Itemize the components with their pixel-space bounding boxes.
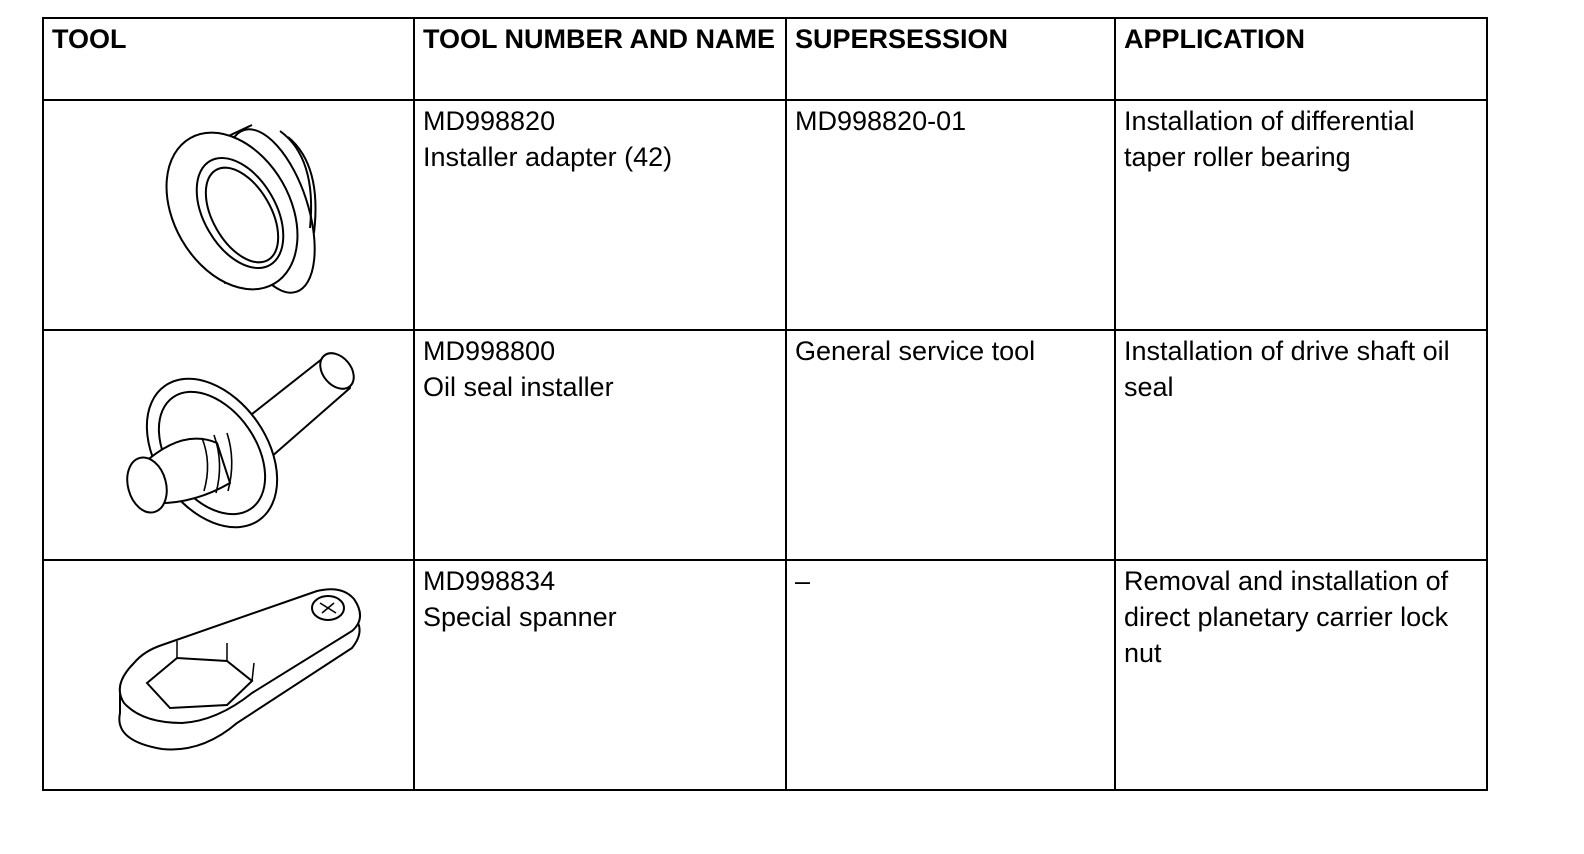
tool-number: MD998800 bbox=[423, 336, 556, 366]
tool-number-name-cell bbox=[414, 100, 786, 330]
application-cell: Removal and installation of direct planetary carrier lock nut bbox=[1115, 560, 1487, 790]
special-spanner-icon bbox=[52, 563, 422, 789]
special-tools-table bbox=[42, 17, 1488, 791]
supersession-cell: General service tool bbox=[786, 330, 1115, 560]
tool-number-name-cell bbox=[414, 330, 786, 560]
tool-number-name-cell bbox=[414, 560, 786, 790]
installer-adapter-icon bbox=[52, 103, 422, 329]
header-tool-number-and-name: TOOL NUMBER AND NAME bbox=[414, 18, 786, 100]
header-supersession: SUPERSESSION bbox=[786, 18, 1115, 100]
tool-name: Installer adapter (42) bbox=[423, 142, 673, 172]
header-tool: TOOL bbox=[43, 18, 414, 100]
tool-image-cell bbox=[43, 330, 414, 560]
header-row bbox=[43, 18, 1487, 100]
tool-name: Special spanner bbox=[423, 602, 617, 632]
table-row bbox=[43, 560, 1487, 790]
supersession-cell: – bbox=[786, 560, 1115, 790]
supersession-cell: MD998820-01 bbox=[786, 100, 1115, 330]
application-cell: Installation of differential taper roller bearing bbox=[1115, 100, 1487, 330]
tool-name: Oil seal installer bbox=[423, 372, 614, 402]
tool-number: MD998820 bbox=[423, 106, 556, 136]
tool-image-cell bbox=[43, 560, 414, 790]
header-application: APPLICATION bbox=[1115, 18, 1487, 100]
table-row bbox=[43, 100, 1487, 330]
table-row bbox=[43, 330, 1487, 560]
oil-seal-installer-icon bbox=[52, 333, 422, 559]
tool-number: MD998834 bbox=[423, 566, 556, 596]
tool-image-cell bbox=[43, 100, 414, 330]
application-cell: Installation of drive shaft oil seal bbox=[1115, 330, 1487, 560]
